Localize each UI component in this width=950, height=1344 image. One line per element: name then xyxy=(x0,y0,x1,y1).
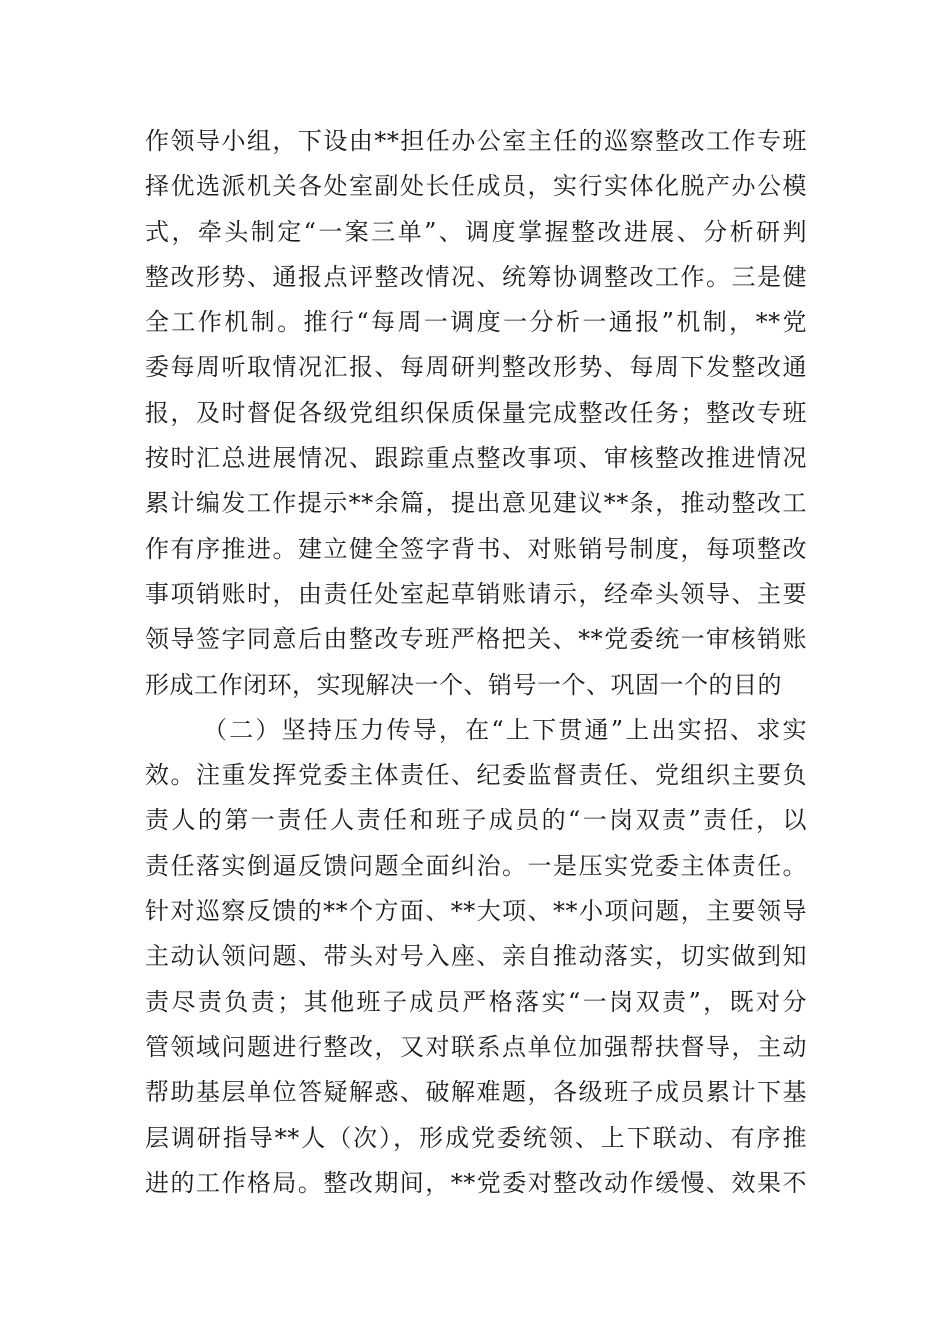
text-line: 责任落实倒逼反馈问题全面纠治。一是压实党委主体责任。 xyxy=(145,851,807,880)
text-line: 累计编发工作提示**余篇，提出意见建议**条，推动整改工 xyxy=(145,489,807,518)
text-line: 效。注重发挥党委主体责任、纪委监督责任、党组织主要负 xyxy=(145,761,807,790)
text-line: 帮助基层单位答疑解惑、破解难题，各级班子成员累计下基 xyxy=(145,1078,807,1107)
text-line: 领导签字同意后由整改专班严格把关、**党委统一审核销账 xyxy=(145,625,807,654)
text-line: 整改形势、通报点评整改情况、统筹协调整改工作。三是健 xyxy=(145,262,807,291)
text-line: 管领域问题进行整改，又对联系点单位加强帮扶督导，主动 xyxy=(145,1032,807,1061)
section-heading-line: （二）坚持压力传导，在“上下贯通”上出实招、求实 xyxy=(203,715,807,744)
body-text xyxy=(145,119,807,1206)
text-line: 择优选派机关各处室副处长任成员，实行实体化脱产办公模 xyxy=(145,172,807,201)
text-line: 层调研指导**人（次），形成党委统领、上下联动、有序推 xyxy=(145,1123,807,1152)
text-line: 按时汇总进展情况、跟踪重点整改事项、审核整改推进情况 xyxy=(145,444,807,473)
text-line: 作有序推进。建立健全签字背书、对账销号制度，每项整改 xyxy=(145,534,807,563)
text-line: 作领导小组，下设由**担任办公室主任的巡察整改工作专班 xyxy=(145,127,807,155)
text-line: 事项销账时，由责任处室起草销账请示，经牵头领导、主要 xyxy=(145,579,807,608)
text-line: 针对巡察反馈的**个方面、**大项、**小项问题，主要领导 xyxy=(145,897,807,926)
text-line: 主动认领问题、带头对号入座、亲自推动落实，切实做到知 xyxy=(145,942,807,971)
text-line: 委每周听取情况汇报、每周研判整改形势、每周下发整改通 xyxy=(145,353,807,382)
text-line: 责尽责负责；其他班子成员严格落实“一岗双责”，既对分 xyxy=(145,987,807,1016)
text-line: 式，牵头制定“一案三单”、调度掌握整改进展、分析研判 xyxy=(145,217,807,246)
text-line: 进的工作格局。整改期间，**党委对整改动作缓慢、效果不 xyxy=(145,1168,807,1197)
text-line: 报，及时督促各级党组织保质保量完成整改任务；整改专班 xyxy=(145,398,807,427)
text-line: 责人的第一责任人责任和班子成员的“一岗双责”责任，以 xyxy=(145,806,807,835)
text-line: 全工作机制。推行“每周一调度一分析一通报”机制，**党 xyxy=(145,308,807,337)
text-line: 形成工作闭环，实现解决一个、销号一个、巩固一个的目的 xyxy=(145,670,782,699)
